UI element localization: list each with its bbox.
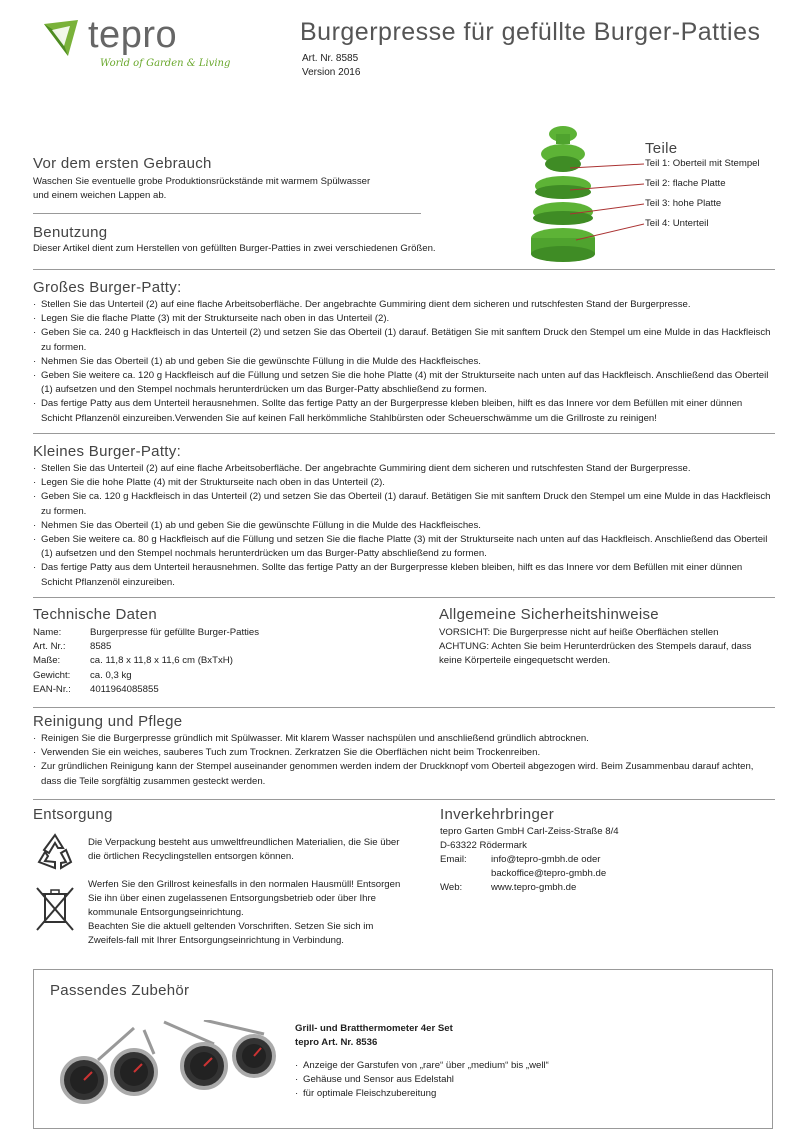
benutzung-heading: Benutzung [33,224,108,241]
list-item: · Geben Sie weitere ca. 80 g Hackfleisch auf die Füllung und setzen Sie die flache Platte (3) mit der Strukturseite nach unten auf das Hackfleisch. Anschließend das Oberteil (1) aufsetzen und den Stempel nochmals herunterdrücken um das Burger-Patty abschließend zu formen. [33,533,775,561]
list-item: · Gehäuse und Sensor aus Edelstahl [295,1073,735,1087]
recycling-icon [33,832,77,872]
sicherheit-heading: Allgemeine Sicherheitshinweise [439,606,659,623]
reinigung-heading: Reinigung und Pflege [33,713,183,730]
list-item: · Verwenden Sie ein weiches, sauberes Tuch zum Trocknen. Zerkratzen Sie die Oberflächen nicht beim Trockenreiben. [33,746,775,760]
email-link-1[interactable]: info@tepro-gmbh.de oder [491,854,601,865]
list-item: · Legen Sie die hohe Platte (4) mit der Strukturseite nach oben in das Unterteil (2). [33,476,775,490]
teile-item-2: Teil 2: flache Platte [645,178,726,189]
list-item: · Das fertige Patty aus dem Unterteil herausnehmen. Sollte das fertige Patty an der Burgerpresse kleben bleiben, hilft es das Innere vor dem Befüllen mit einer dünnen Schicht Pflanzenöl einzureiben. [33,561,775,589]
email-label: Email: [440,854,467,865]
list-item: · Geben Sie ca. 240 g Hackfleisch in das Unterteil (2) und setzen Sie das Oberteil (1) darauf. Betätigen Sie mit sanftem Druck den Stempel um eine Mulde in das Hackfleisch zu formen. [33,326,775,354]
teile-item-3: Teil 3: hohe Platte [645,198,722,209]
table-row: Name: Burgerpresse für gefüllte Burger-Patties [33,627,260,638]
benutzung-text: Dieser Artikel dient zum Herstellen von gefüllten Burger-Patties in zwei verschiedenen Größen. [33,243,436,254]
zubehoer-product: Grill- und Bratthermometer 4er Set [295,1023,453,1034]
brand-name: tepro [88,14,178,56]
sicherheit-line-2: ACHTUNG: Achten Sie beim Herunterdrücken des Stempels darauf, dass keine Körperteile eingequetscht werden. [439,641,752,667]
list-item: · Geben Sie ca. 120 g Hackfleisch in das Unterteil (2) und setzen Sie das Oberteil (1) darauf. Betätigen Sie mit sanftem Druck den Stempel um eine Mulde in das Hackfleisch zu formen. [33,490,775,518]
teile-heading: Teile [645,140,678,157]
list-item: · Stellen Sie das Unterteil (2) auf eine flache Arbeitsoberfläche. Der angebrachte Gummiring dient dem sicheren und rutschfesten Stand der Burgerpresse. [33,462,775,476]
zubehoer-list [295,1059,735,1102]
entsorgung-text-3: Beachten Sie die aktuell geltenden Vorschriften. Setzen Sie sich im Zweifels-fall mit Ihrer Entsorgungseinrichtung in Verbindung. [88,921,374,947]
gross-list [33,298,775,426]
teile-item-1: Teil 1: Oberteil mit Stempel [645,158,760,169]
list-item: · Reinigen Sie die Burgerpresse gründlich mit Spülwasser. Mit klarem Wasser nachspülen und anschließend gründlich abtrocknen. [33,732,775,746]
klein-list [33,462,775,590]
divider [33,707,775,708]
zubehoer-heading: Passendes Zubehör [50,982,190,999]
divider [33,269,775,270]
leaf-logo-icon [38,16,84,62]
list-item: · Legen Sie die flache Platte (3) mit der Strukturseite nach oben in das Unterteil (2). [33,312,775,326]
list-item: · für optimale Fleischzubereitung [295,1087,735,1101]
list-item: · Geben Sie weitere ca. 120 g Hackfleisch auf die Füllung und setzen Sie die hohe Platte (4) mit der Strukturseite nach unten auf das Hackfleisch. Anschließend das Oberteil (1) aufsetzen und den Stempel nochmals herunterdrücken um das Burger-Patty abschließend zu formen. [33,369,775,397]
version: Version 2016 [302,67,361,78]
page-title: Burgerpresse für gefüllte Burger-Patties [300,18,761,46]
divider [33,213,421,214]
reinigung-list [33,732,775,789]
list-item: · Anzeige der Garstufen von „rare“ über „medium“ bis „well“ [295,1059,735,1073]
list-item: · Das fertige Patty aus dem Unterteil herausnehmen. Sollte das fertige Patty an der Burgerpresse kleben bleiben, hilft es das Innere vor dem Befüllen mit einer dünnen Schicht Pflanzenöl einzureiben.Verwenden Sie auf keinen Fall herkömmliche Stahlbürsten oder Scheuerschwämme um die Grillroste zu reinigen! [33,397,775,425]
teile-leader-lines [570,160,650,250]
table-row: Gewicht: ca. 0,3 kg [33,669,132,681]
sicherheit-line-1: VORSICHT: Die Burgerpresse nicht auf heiße Oberflächen stellen [439,627,719,638]
logo [38,14,231,84]
divider [33,799,775,800]
list-item: · Nehmen Sie das Oberteil (1) ab und geben Sie die gewünschte Füllung in die Mulde des Hackfleisches. [33,355,775,369]
teile-item-4: Teil 4: Unterteil [645,218,709,229]
table-row: Art. Nr.: 8585 [33,641,112,653]
zubehoer-box [33,969,773,1129]
brand-tagline: World of Garden & Living [100,58,231,69]
list-item: · Stellen Sie das Unterteil (2) auf eine flache Arbeitsoberfläche. Der angebrachte Gummiring dient dem sicheren und rutschfesten Stand der Burgerpresse. [33,298,775,312]
vor-gebrauch-text: Waschen Sie eventuelle grobe Produktionsrückstände mit warmem Spülwasser und einem weichen Lappen ab. [33,176,371,202]
entsorgung-text-2: Werfen Sie den Grillrost keinesfalls in den normalen Hausmüll! Entsorgen Sie ihn über einen zugelassenen Entsorgungsbetrieb oder über Ihre kommunale Entsorgungseinrichtung. [88,879,401,919]
klein-heading: Kleines Burger-Patty: [33,443,182,460]
inverkehr-line-1: tepro Garten GmbH Carl-Zeiss-Straße 8/4 [440,826,619,837]
divider [33,597,775,598]
inverkehr-line-2: D-63322 Rödermark [440,840,527,851]
technik-heading: Technische Daten [33,606,158,623]
technik-table [33,626,259,697]
table-row: Maße: ca. 11,8 x 11,8 x 11,6 cm (BxTxH) [33,655,233,667]
vor-gebrauch-heading: Vor dem ersten Gebrauch [33,155,212,172]
web-link[interactable]: www.tepro-gmbh.de [491,882,577,893]
list-item: · Nehmen Sie das Oberteil (1) ab und geben Sie die gewünschte Füllung in die Mulde des Hackfleisches. [33,519,775,533]
entsorgung-text-1: Die Verpackung besteht aus umweltfreundlichen Materialien, die Sie über die örtlichen Recyclingstellen entsorgen können. [88,837,400,863]
entsorgung-heading: Entsorgung [33,806,113,823]
email-link-2[interactable]: backoffice@tepro-gmbh.de [491,868,607,879]
zubehoer-art: tepro Art. Nr. 8536 [295,1037,378,1048]
table-row: EAN-Nr.: 4011964085855 [33,683,159,695]
thermometer-image [54,1020,284,1120]
list-item: · Zur gründlichen Reinigung kann der Stempel auseinander genommen werden indem der Druckknopf vom Oberteil abgezogen wird. Beim Zusammenbau darauf achten, dass die Teile sorgfältig zusammen gesteckt werden. [33,760,775,788]
divider [33,433,775,434]
gross-heading: Großes Burger-Patty: [33,279,182,296]
inverkehr-heading: Inverkehrbringer [440,806,555,823]
article-number: Art. Nr. 8585 [302,53,359,64]
web-label: Web: [440,882,463,893]
crossed-bin-icon [33,884,77,934]
